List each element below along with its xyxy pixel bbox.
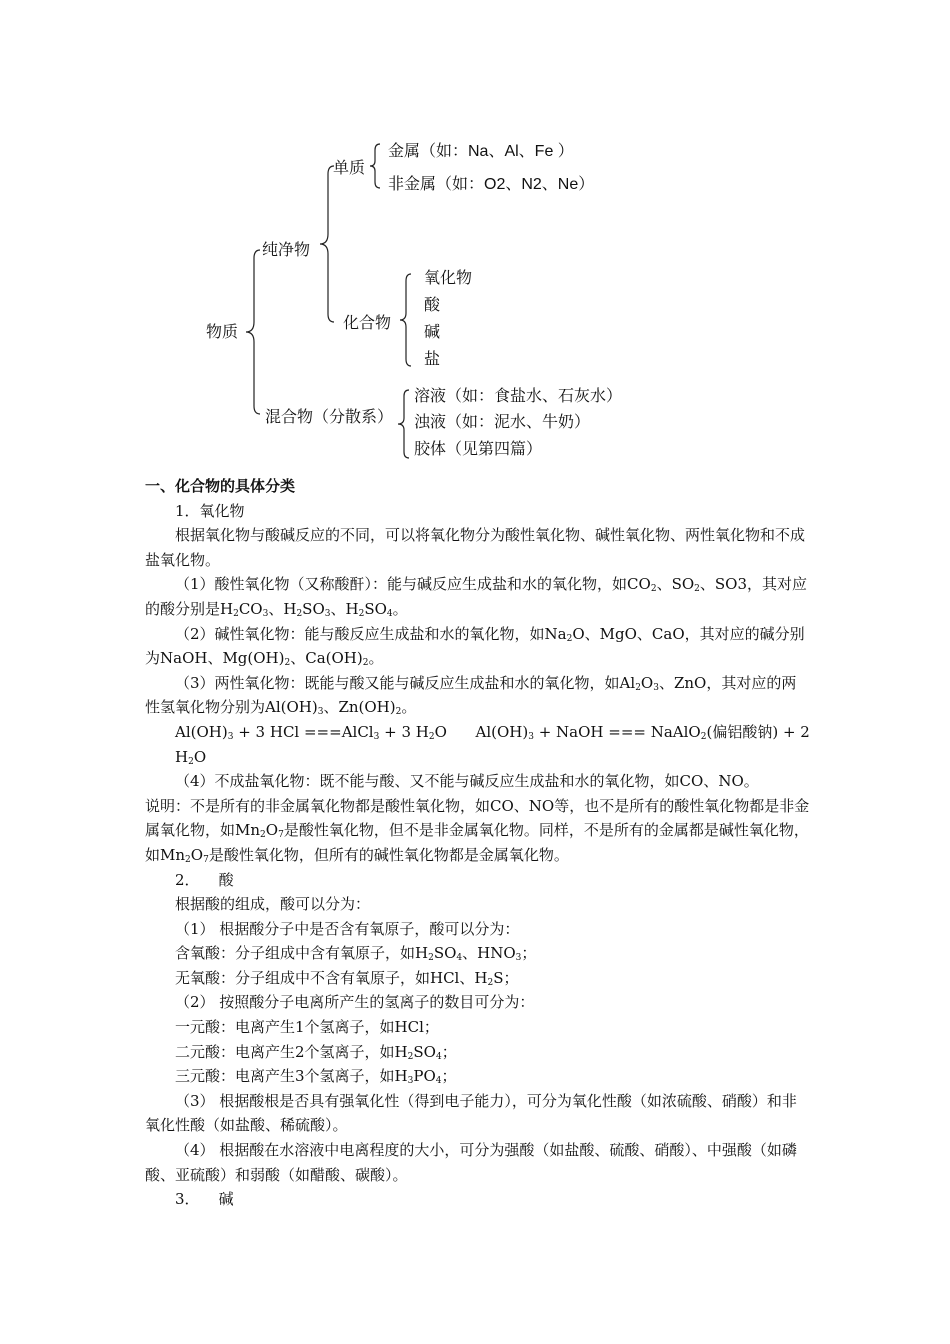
- acid-intro: 根据酸的组成，酸可以分为：: [175, 895, 371, 914]
- acidic-oxide-paragraph: （1）酸性氧化物（又称酸酐）：能与碱反应生成盐和水的氧化物，如$CO_2$、$SO_2$、SO3，其对应的酸分别是$H_2CO_3$、$H_2SO_3$、$H_2SO_4$。: [145, 575, 807, 619]
- brace-compound: [396, 272, 416, 368]
- document-body: [145, 474, 815, 1212]
- tree-oxide-label: 氧化物: [424, 268, 473, 287]
- brace-pure: [314, 164, 338, 326]
- monoprotic-line: 一元酸：电离产生1个氢离子，如HCl；: [175, 1018, 439, 1037]
- tree-acid-label: 酸: [424, 295, 441, 314]
- diprotic-line: 二元酸：电离产生2个氢离子，如$H_2SO_4$；: [175, 1042, 457, 1062]
- acid-title: 2． 酸: [175, 870, 234, 889]
- acid-point-3: （3） 根据酸根是否具有强氧化性（得到电子能力），可分为氧化性酸（如浓硫酸、硝酸）和非氧化性酸（如盐酸、稀硫酸）。: [145, 1091, 797, 1135]
- tree-solution-label: 溶液（如：食盐水、石灰水）: [414, 386, 623, 405]
- tree-nonmetal-label: 非金属（如：O2、N2、Ne）: [388, 176, 595, 193]
- oxyacid-line: 含氧酸：分子组成中含有氧原子，如$H_2SO_4$、$HNO_3$；: [175, 944, 537, 964]
- tree-compound-label: 化合物: [343, 313, 392, 332]
- oxide-intro: 根据氧化物与酸碱反应的不同，可以将氧化物分为酸性氧化物、碱性氧化物、两性氧化物和不成盐氧化物。: [145, 526, 806, 569]
- section-heading: 一、化合物的具体分类: [145, 477, 296, 495]
- triprotic-line: 三元酸：电离产生3个氢离子，如$H_3PO_4$；: [175, 1067, 457, 1087]
- reaction-equations: $Al(OH)_3 + 3$ HCl ===AlCl$_3$ + 3 $H_2O$ $Al(OH)_3$ + NaOH === NaAlO$_2$(偏铝酸钠) + 2 $H_2O$: [175, 722, 815, 767]
- non-oxyacid-line: 无氧酸：分子组成中不含有氧原子，如HCl、$H_2S$；: [175, 968, 519, 988]
- acid-point-2: （2） 按照酸分子电离所产生的氢离子的数目可分为：: [175, 993, 535, 1012]
- tree-colloid-label: 胶体（见第四篇）: [414, 439, 543, 458]
- note-paragraph: 说明：不是所有的非金属氧化物都是酸性氧化物，如CO、NO等，也不是所有的酸性氧化物都是非金属氧化物，如$Mn_2O_7$是酸性氧化物，但不是非金属氧化物。同样，不是所有的金属都是碱性氧化物，如$Mn_2O_7$是酸性氧化物，但所有的碱性氧化物都是金属氧化物。: [145, 796, 810, 865]
- tree-base-label: 碱: [424, 322, 441, 341]
- acid-point-1: （1） 根据酸分子中是否含有氧原子，酸可以分为：: [175, 919, 520, 938]
- tree-metal-label: 金属（如：Na、Al、Fe ）: [388, 143, 574, 160]
- oxide-title: 1．氧化物: [175, 501, 245, 520]
- brace-mixture: [394, 388, 414, 460]
- amphoteric-oxide-paragraph: （3）两性氧化物：既能与酸又能与碱反应生成盐和水的氧化物，如$Al_2O_3$、ZnO，其对应的两性氢氧化物分别为$Al(OH)_3$、$Zn(OH)_2$。: [145, 673, 797, 718]
- brace-element: [366, 142, 384, 190]
- tree-root-label: 物质: [206, 322, 239, 341]
- tree-salt-label: 盐: [424, 349, 441, 368]
- non-salt-oxide-paragraph: （4）不成盐氧化物：既不能与酸、又不能与碱反应生成盐和水的氧化物，如CO、NO。: [175, 772, 759, 791]
- tree-suspension-label: 浊液（如：泥水、牛奶）: [414, 412, 591, 431]
- tree-element-label: 单质: [333, 158, 366, 177]
- brace-root: [240, 248, 264, 418]
- acid-point-4: （4） 根据酸在水溶液中电离程度的大小，可分为强酸（如盐酸、硫酸、硝酸）、中强酸（如磷酸、亚硫酸）和弱酸（如醋酸、碳酸）。: [145, 1141, 797, 1184]
- tree-pure-label: 纯净物: [262, 240, 311, 259]
- base-title: 3． 碱: [175, 1190, 234, 1209]
- tree-mixture-label: 混合物（分散系）: [265, 407, 394, 426]
- basic-oxide-paragraph: （2）碱性氧化物：能与酸反应生成盐和水的氧化物，如$Na_2O$、MgO、CaO，其对应的碱分别为NaOH、$Mg(OH)_2$、$Ca(OH)_2$。: [145, 624, 805, 669]
